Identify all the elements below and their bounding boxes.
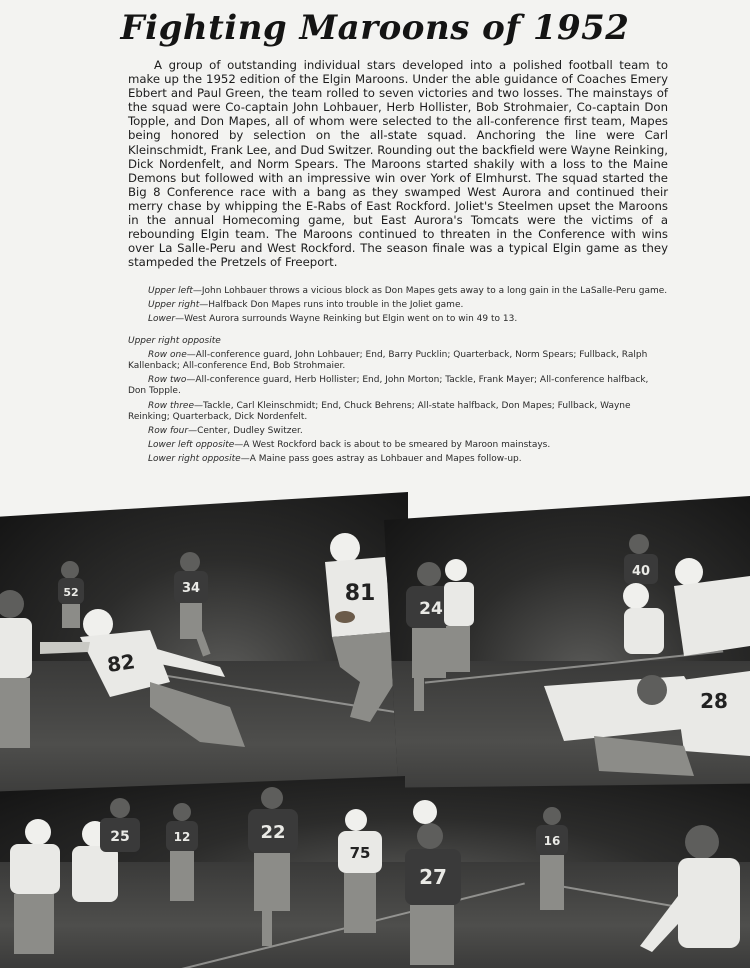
player-82 (40, 609, 245, 747)
captions-block (128, 286, 668, 469)
players-scene (0, 492, 408, 800)
player-25 (100, 798, 140, 852)
caption-lower: Lower—West Aurora surrounds Wayne Reinking but Elgin went on to win 49 to 13. (148, 314, 518, 325)
caption-text: A Maine pass goes astray as Lohbauer and Mapes follow-up. (249, 454, 522, 465)
caption-text: Tackle, Carl Kleinschmidt; End, Chuck Behrens; All-state halfback, Don Mapes; Fullback, Wayne Reinking; Quarterback, Dick Nordenfelt. (128, 400, 631, 422)
caption-lower-right-opposite: Lower right opposite—A Maine pass goes astray as Lohbauer and Mapes follow-up. (148, 454, 522, 465)
caption-text: Halfback Don Mapes runs into trouble in the Joliet game. (208, 300, 464, 311)
jersey-number: 34 (181, 581, 201, 596)
photo-upper-left (0, 492, 408, 800)
player-40 (624, 534, 658, 584)
jersey-number: 24 (419, 599, 443, 619)
caption-text: John Lohbauer throws a vicious block as Don Mapes gets away to a long gain in the LaSalle-Peru game. (201, 286, 668, 296)
player-22 (248, 787, 298, 946)
jersey-number: 40 (631, 564, 651, 579)
jersey-number: 27 (419, 865, 447, 889)
caption-label: Upper right opposite (128, 335, 221, 346)
players-scene (384, 496, 750, 796)
caption-label: Row two (148, 375, 187, 386)
caption-row-one: Row one—All-conference guard, John Lohbauer; End, Barry Pucklin; Quarterback, Norm Spears; Fullback, Ralph Kallenback; All-conference End, Bob Strohmaier. (128, 349, 648, 372)
caption-label: Lower left opposite (148, 440, 235, 451)
player-16 (536, 807, 568, 910)
caption-label: Upper right (148, 300, 200, 311)
players-scene (0, 776, 750, 968)
caption-label: Row one (148, 349, 187, 360)
jersey-number: 22 (260, 822, 286, 843)
caption-lower-left-opposite: Lower left opposite—A West Rockford back is about to be smeared by Maroon mainstays. (148, 440, 551, 451)
player-27 (405, 800, 461, 965)
caption-label: Lower right opposite (148, 454, 241, 465)
page-title: Fighting Maroons of 1952 (120, 8, 630, 48)
caption-label: Row three (148, 400, 194, 411)
caption-label: Row four (148, 426, 189, 437)
caption-text: Center, Dudley Switzer. (197, 426, 303, 437)
jersey-number: 81 (344, 581, 376, 606)
jersey-number: 25 (110, 829, 130, 845)
caption-upper-right: Upper right—Halfback Don Mapes runs into trouble in the Joliet game. (148, 300, 464, 311)
caption-label: Upper left (148, 286, 193, 296)
caption-row-two: Row two—All-conference guard, Herb Hollister; End, John Morton; Tackle, Frank Mayer; All-conference halfback, Don Topple. (128, 375, 649, 397)
caption-upper-left: Upper left—John Lohbauer throws a vicious block as Don Mapes gets away to a long gain in the LaSalle-Peru game. (148, 286, 668, 296)
caption-text: West Aurora surrounds Wayne Reinking but Elgin went on to win 49 to 13. (184, 314, 518, 325)
jersey-number: 75 (349, 844, 371, 862)
caption-row-four: Row four—Center, Dudley Switzer. (148, 426, 303, 437)
player-81 (325, 533, 395, 722)
jersey-number: 12 (173, 830, 191, 844)
jersey-number: 82 (105, 649, 137, 677)
player-pileup (544, 558, 750, 776)
jersey-number: 16 (543, 834, 561, 848)
jersey-number: 52 (63, 586, 79, 599)
intro-paragraph: A group of outstanding individual stars developed into a polished football team to make up the 1952 edition of the Elgin Maroons. Under the able guidance of Coaches Emery Ebbert and Paul Green, the team rolled to seven victories and two losses. The mainstays of the squad were Co-captain John Lohbauer, Herb Hollister, Bob Strohmaier, Co-captain Don Topple, and Don Mapes, all of whom were selected to the all-conference first team, Mapes being honored by selection on the all-state squad. Anchoring the line were Carl Kleinschmidt, Frank Lee, and Dud Switzer. Rounding out the backfield were Wayne Reinking, Dick Nordenfelt, and Norm Spears. The Maroons started shakily with a loss to the Maine Demons but followed with an impressive win over York of Elmhurst. The squad started the Big 8 Conference race with a bang as they swamped West Aurora and continued their merry chase by whipping the E-Rabs of East Rockford. Joliet's Steelmen upset the Maroons in the annual Homecoming game, but East Aurora's Tomcats were the victims of a rebounding Elgin team. The Maroons continued to threaten in the Conference with wins over La Salle-Peru and West Rockford. The season finale was a typical Elgin game as they stampeded the Pretzels of Freeport. (128, 58, 668, 270)
caption-text: A West Rockford back is about to be smeared by Maroon mainstays. (243, 440, 551, 451)
photo-lower (0, 776, 750, 968)
photo-upper-right (384, 496, 750, 796)
player-52 (58, 561, 84, 628)
player-edge (0, 590, 32, 748)
caption-text: All-conference guard, Herb Hollister; End, John Morton; Tackle, Frank Mayer; All-conference halfback, Don Topple. (128, 375, 649, 397)
player-34 (174, 552, 211, 657)
caption-opposite-heading (128, 336, 668, 347)
jersey-number: 28 (700, 689, 728, 713)
player-75 (338, 809, 382, 933)
caption-label: Lower (148, 314, 176, 325)
player-lower-right (640, 825, 740, 952)
caption-row-three: Row three—Tackle, Carl Kleinschmidt; End, Chuck Behrens; All-state halfback, Don Mapes; Fullback, Wayne Reinking; Quarterback, Dick Nordenfelt. (128, 400, 631, 422)
caption-text: All-conference guard, John Lohbauer; End, Barry Pucklin; Quarterback, Norm Spears; Fullback, Ralph Kallenback; All-conference End, Bob Strohmaier. (128, 349, 648, 372)
player-12 (166, 803, 198, 901)
player-runner (444, 559, 474, 672)
